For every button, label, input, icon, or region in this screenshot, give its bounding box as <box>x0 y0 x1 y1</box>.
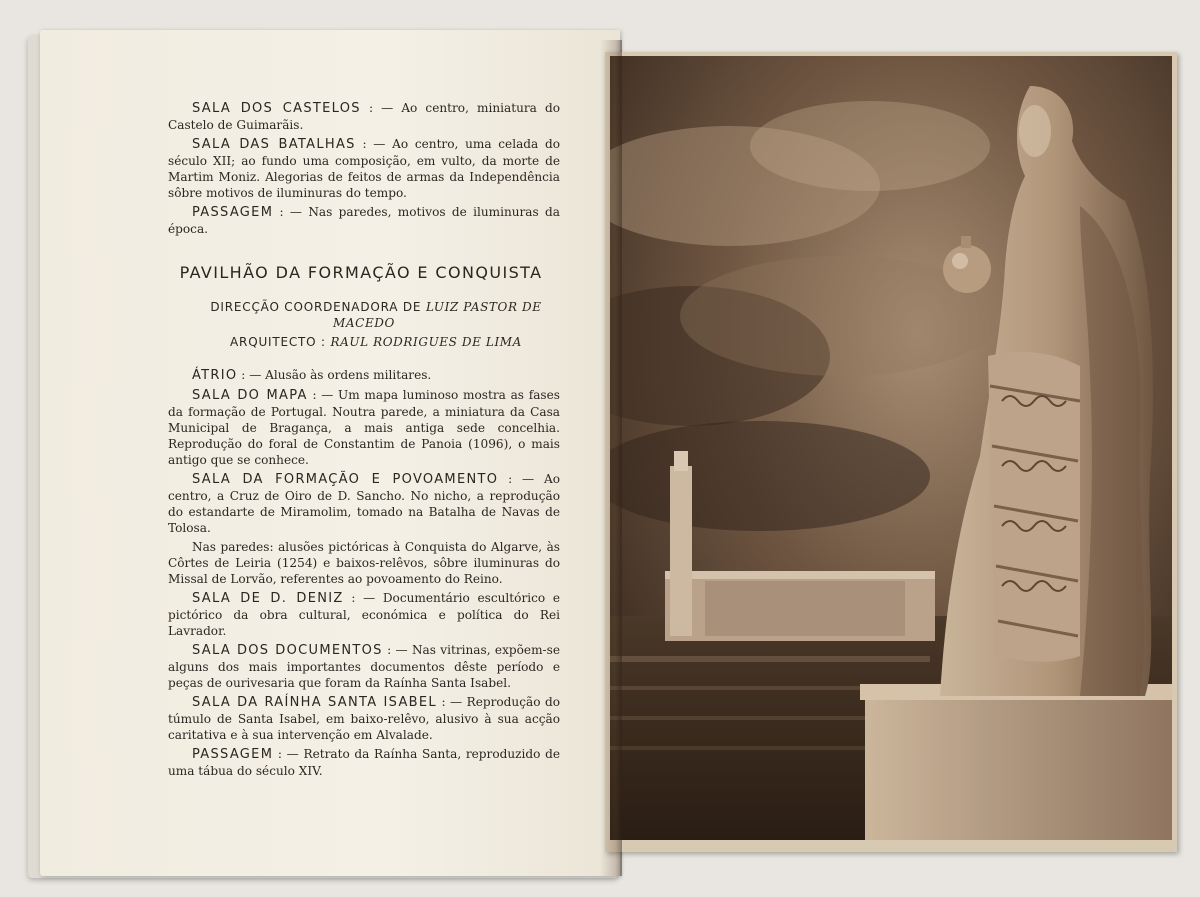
entry-atrio: ÁTRIO : — Alusão às ordens militares. <box>192 368 432 383</box>
entry-sala-castelos: SALA DOS CASTELOS : — Ao centro, miniatura do Castelo de Guimarãis. <box>168 101 560 132</box>
entry-sala-documentos: SALA DOS DOCUMENTOS : — Nas vitrinas, expõem-se alguns dos mais importantes documentos dêste período e peças de ourivesaria que foram da Raínha Santa Isabel. <box>168 643 560 690</box>
entry-sala-isabel: SALA DA RAÍNHA SANTA ISABEL : — Reprodução do túmulo de Santa Isabel, em baixo-relêvo, alusivo à sua acção caritativa e à sua intervenção em Alvalade. <box>168 695 560 742</box>
credit-architect: ARQUITECTO : RAUL RODRIGUES DE LIMA <box>230 335 522 349</box>
credit-direction: DIRECÇÃO COORDENADORA DE LUIZ PASTOR DE MACEDO <box>210 300 542 330</box>
entry-nas-paredes: Nas paredes: alusões pictóricas à Conquista do Algarve, às Côrtes de Leiria (1254) e baixos-relêvos, sôbre iluminuras do Missal de Lorvão, referentes ao povoamento do Reino. <box>168 540 560 586</box>
statue-photo-illustration <box>610 56 1172 840</box>
statue-photo <box>610 56 1172 840</box>
entry-sala-mapa: SALA DO MAPA : — Um mapa luminoso mostra as fases da formação de Portugal. Noutra parede, a miniatura da Casa Municipal de Bragança, a mais antiga sede concelhia. Reprodução do foral de Constantim de Panoia (1096), o mais antigo que se conhece. <box>168 388 560 467</box>
entry-sala-formacao: SALA DA FORMAÇÃO E POVOAMENTO : — Ao centro, a Cruz de Oiro de D. Sancho. No nicho, a reprodução do estandarte de Miramolim, tomado na Batalha de Navas de Tolosa. <box>168 472 560 535</box>
entry-sala-deniz: SALA DE D. DENIZ : — Documentário escultórico e pictórico da obra cultural, económica e política do Rei Lavrador. <box>168 591 560 638</box>
book-gutter <box>600 40 622 876</box>
entry-sala-batalhas: SALA DAS BATALHAS : — Ao centro, uma celada do século XII; ao fundo uma composição, em vulto, da morte de Martim Moniz. Alegorias de feitos de armas da Independência sôbre motivos de iluminuras do tempo. <box>168 137 561 200</box>
page-text <box>168 100 560 782</box>
entry-passagem-1: PASSAGEM : — Nas paredes, motivos de iluminuras da época. <box>168 205 560 236</box>
entry-passagem-2: PASSAGEM : — Retrato da Raínha Santa, reproduzido de uma tábua do século XIV. <box>168 747 560 778</box>
pavilion-title: PAVILHÃO DA FORMAÇÃO E CONQUISTA <box>179 263 543 282</box>
